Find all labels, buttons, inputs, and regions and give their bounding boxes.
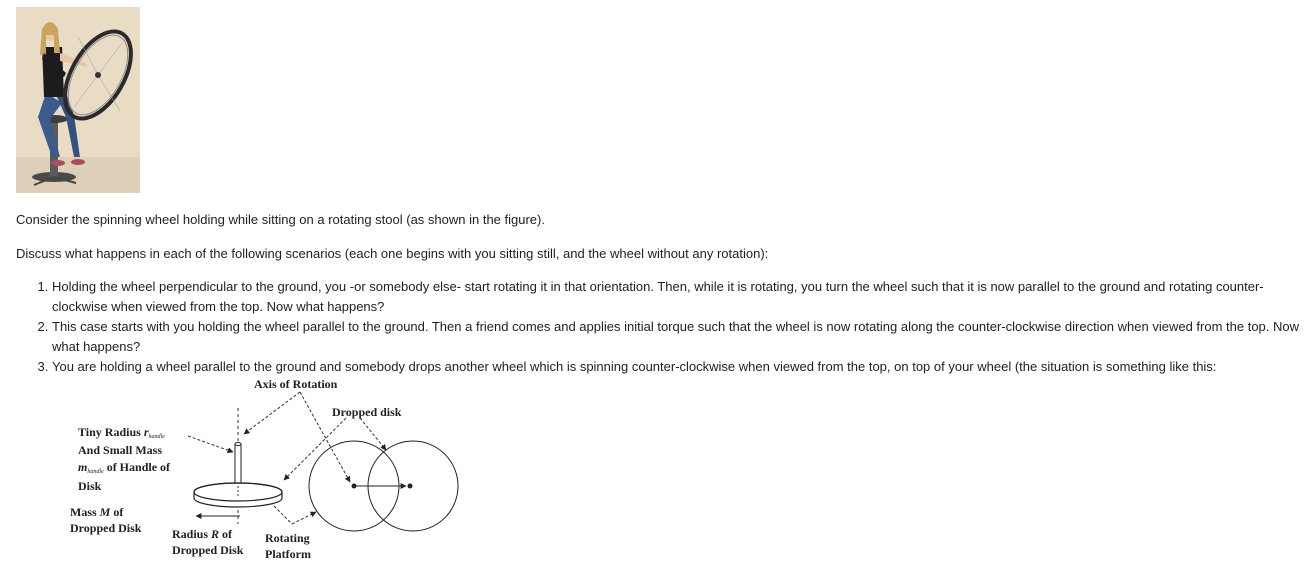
scenario-item-2: 2. This case starts with you holding the wheel parallel to the ground. Then a friend comes and applies initial torque such that the wheel is now rotating along the counter-clockwise direction when viewed from the top. Now what happens? bbox=[52, 317, 1306, 357]
intro-paragraph: Consider the spinning wheel holding while sitting on a rotating stool (as shown in the figure). bbox=[16, 212, 545, 227]
scenario-item-1: 1. Holding the wheel perpendicular to the ground, you -or somebody else- start rotating it in that orientation. Then, while it is rotating, you turn the wheel such that it is now parallel to the ground and rotating counter-clockwise when viewed from the top. Now what happens? bbox=[52, 277, 1306, 317]
wheel-demo-photo bbox=[16, 7, 140, 193]
rotating-label: Rotating bbox=[265, 531, 310, 545]
mass-label: Mass M of bbox=[70, 505, 124, 519]
radius-label: Radius R of bbox=[172, 527, 233, 541]
platform-label: Platform bbox=[265, 547, 311, 561]
axis-label: Axis of Rotation bbox=[254, 377, 338, 391]
dropped-disk-diagram bbox=[60, 374, 470, 564]
dropped-disk-label: Dropped disk bbox=[332, 405, 402, 419]
small-mass-label: And Small Mass bbox=[78, 443, 163, 457]
mass-dropped-disk-label: Dropped Disk bbox=[70, 521, 142, 535]
discuss-paragraph: Discuss what happens in each of the following scenarios (each one begins with you sitting still, and the wheel without any rotation): bbox=[16, 246, 769, 261]
disk-word-label: Disk bbox=[78, 479, 102, 493]
radius-dropped-disk-label: Dropped Disk bbox=[172, 543, 244, 557]
scenario-item-3: 3. You are holding a wheel parallel to the ground and somebody drops another wheel which is spinning counter-clockwise when viewed from the top, on top of your wheel (the situation is something like this: bbox=[52, 357, 1306, 377]
scenario-list bbox=[16, 277, 1306, 377]
handle-radius-label: Tiny Radius rhandle bbox=[78, 425, 165, 440]
handle-mass-label: mhandle of Handle of bbox=[78, 460, 171, 475]
